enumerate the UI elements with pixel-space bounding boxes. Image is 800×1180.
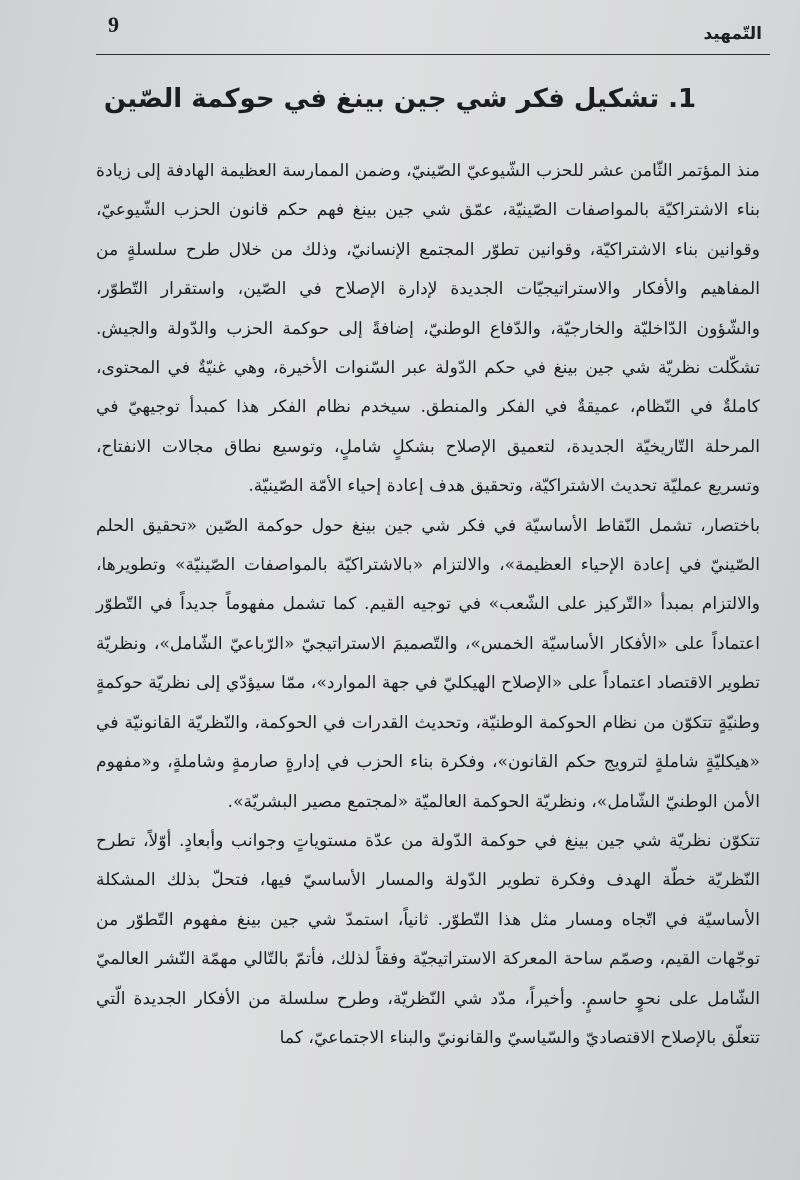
- running-header: [96, 8, 770, 55]
- chapter-title: التّمهيد: [703, 24, 762, 44]
- paragraph: تتكوّن نظريّة شي جين بينغ في حوكمة الدّولة من عدّة مستوياتٍ وجوانب وأبعادٍ. أوّلاً، تطرح النّظريّة خطّة الهدف وفكرة تطوير الدّولة والمسار الأساسيّ فيها، فتحلّ بذلك المشكلة الأساسيّة في اتّجاه ومسار مثل هذا التّطوّر. ثانياً، استمدّ شي جين بينغ مفهوم التّطوّر من توجّهات القيم، وصمّم ساحة المعركة الاستراتيجيّة وفقاً لذلك، فأتمّ بالتّالي مهمّة النّشر العالميّ الشّامل على نحوٍ حاسمٍ. وأخيراً، مدّد شي النّظريّة، وطرح سلسلة من الأفكار الجديدة الّتي تتعلّق بالإصلاح الاقتصاديّ والسّياسيّ والقانونيّ والبناء الاجتماعيّ، كما: [96, 830, 760, 1048]
- body-text: [96, 152, 760, 1058]
- section-heading: 1. تشكيل فكر شي جين بينغ في حوكمة الصّين: [103, 84, 697, 114]
- page-number: 9: [108, 12, 119, 37]
- paragraph: باختصار، تشمل النّقاط الأساسيّة في فكر شي جين بينغ حول حوكمة الصّين «تحقيق الحلم الصّينيّ في إعادة الإحياء العظيمة»، والالتزام «بالاشتراكيّة بالمواصفات الصّينيّة» وتطويرها، والالتزام بمبدأ «التّركيز على الشّعب» في توجيه القيم. كما تشمل مفهوماً جديداً في التّطوّر اعتماداً على «الأفكار الأساسيّة الخمس»، والتّصميمَ الاستراتيجيّ «الرّباعيّ الشّامل»، ونظريّة تطوير الاقتصاد اعتماداً على «الإصلاح الهيكليّ في جهة الموارد»، ممّا سيؤدّي إلى نظريّة حوكمةٍ وطنيّةٍ تتكوّن من نظام الحوكمة الوطنيّة، وتحديث القدرات في الحوكمة، والنّظريّة القانونيّة في «هيكليّةٍ شاملةٍ لترويج حكم القانون»، وفكرة بناء الحزب في إدارةٍ صارمةٍ وشاملةٍ، و«مفهوم الأمن الوطنيّ الشّامل»، ونظريّة الحوكمة العالميّة «لمجتمع مصير البشريّة».: [95, 515, 760, 812]
- paragraph: منذ المؤتمر الثّامن عشر للحزب الشّيوعيّ الصّينيّ، وضمن الممارسة العظيمة الهادفة إلى زيادة بناء الاشتراكيّة بالمواصفات الصّينيّة، عمّق شي جين بينغ فهم حكم قانون الحزب الشّيوعيّ، وقوانين بناء الاشتراكيّة، وقوانين تطوّر المجتمع الإنسانيّ، وذلك من خلال طرح سلسلةٍ من المفاهيم والأفكار والاستراتيجيّات الجديدة لإدارة الإصلاح في الصّين، واستقرار التّطوّر، والشّؤون الدّاخليّة والخارجيّة، والدّفاع الوطنيّ، إضافةً إلى حوكمة الحزب والدّولة والجيش. تشكّلت نظريّة شي جين بينغ في حكم الدّولة عبر السّنوات الأخيرة، وهي غنيّةٌ في المحتوى، كاملةٌ في النّظام، عميقةٌ في الفكر والمنطق. سيخدم نظام الفكر هذا كمبدأ توجيهيّ في المرحلة التّاريخيّة الجديدة، لتعميق الإصلاح بشكلٍ شاملٍ، وتوسيع نطاق مجالات الانفتاح، وتسريع عمليّة تحديث الاشتراكيّة، وتحقيق هدف إعادة إحياء الأمّة الصّينيّة.: [96, 161, 760, 497]
